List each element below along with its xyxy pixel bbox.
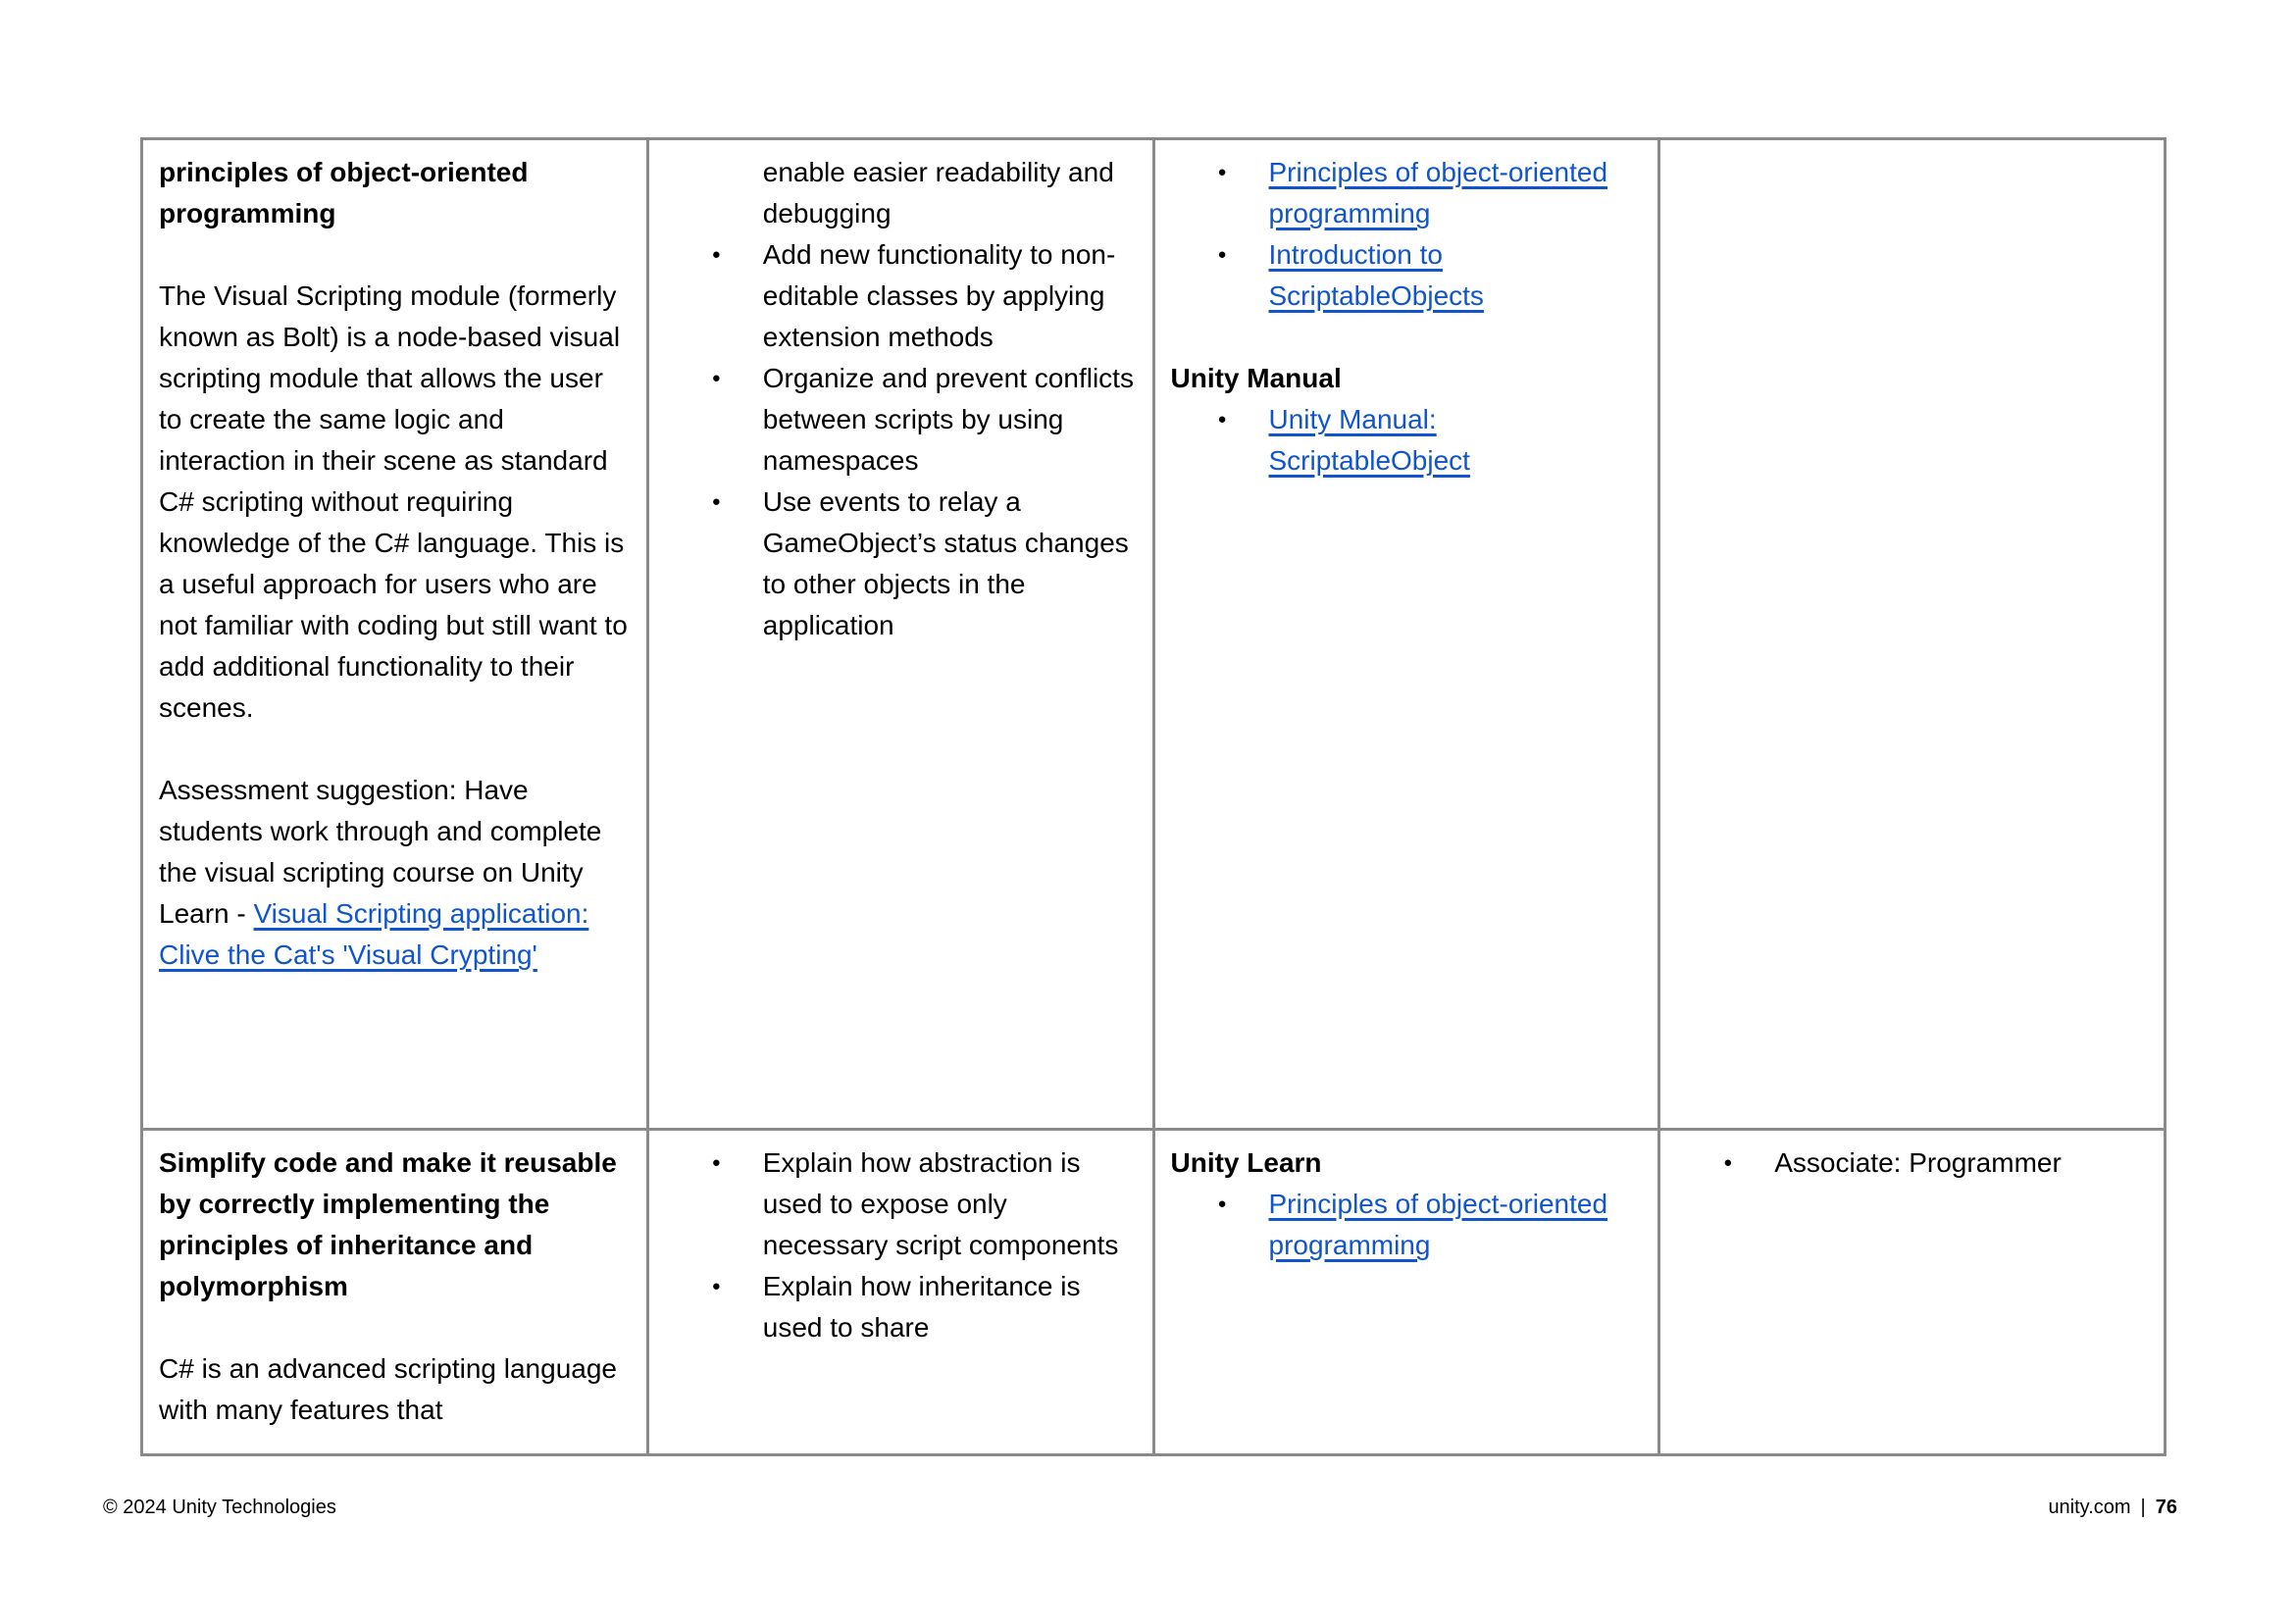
bullet-marker: ● bbox=[1217, 411, 1227, 428]
bullet-marker: ● bbox=[1723, 1154, 1733, 1171]
list-item bbox=[1171, 1184, 1643, 1266]
objective-continuation: enable easier readability and debugging bbox=[762, 157, 1114, 228]
curriculum-table bbox=[140, 137, 2167, 1456]
bullet-marker: ● bbox=[711, 246, 721, 263]
resource-link-manual-scriptableobject[interactable]: Unity Manual: ScriptableObject bbox=[1268, 404, 1470, 476]
list-item-text: Use events to relay a GameObject’s status changes to other objects in the application bbox=[762, 486, 1129, 640]
cell-objectives bbox=[647, 139, 1153, 1130]
list-item bbox=[1171, 152, 1643, 234]
cell-topic-description bbox=[142, 139, 648, 1130]
cell-resources bbox=[1153, 1130, 1659, 1455]
bullet-marker: ● bbox=[711, 1278, 721, 1294]
resource-link-oop-principles[interactable]: Principles of object-oriented programming bbox=[1268, 1189, 1608, 1260]
list-item bbox=[665, 358, 1137, 482]
list-item-text: Add new functionality to non-editable classes by applying extension methods bbox=[762, 239, 1116, 352]
table-row bbox=[142, 139, 2166, 1130]
assessment-text: Assessment suggestion: Have students work through and complete the visual scripting course on Unity Learn - bbox=[159, 775, 602, 929]
footer-copyright: © 2024 Unity Technologies bbox=[103, 1497, 336, 1518]
cell-resources bbox=[1153, 139, 1659, 1130]
list-item-text: Explain how inheritance is used to share bbox=[762, 1271, 1081, 1343]
resource-link-scriptableobjects-intro[interactable]: Introduction to ScriptableObjects bbox=[1268, 239, 1484, 311]
bullet-marker: ● bbox=[1217, 164, 1227, 180]
cell-certification-empty bbox=[1659, 139, 2166, 1130]
resource-link-oop-principles[interactable]: Principles of object-oriented programming bbox=[1268, 157, 1608, 228]
table-row bbox=[142, 1130, 2166, 1455]
list-item-text: Explain how abstraction is used to expose only necessary script components bbox=[762, 1147, 1119, 1260]
bullet-marker: ● bbox=[711, 370, 721, 386]
resource-group-heading: Unity Learn bbox=[1170, 1147, 1322, 1178]
certification-text: Associate: Programmer bbox=[1774, 1147, 2062, 1178]
topic-paragraph: C# is an advanced scripting language with many features that bbox=[159, 1353, 617, 1425]
list-item bbox=[1171, 234, 1643, 317]
list-item bbox=[1171, 399, 1643, 482]
topic-heading: Simplify code and make it reusable by correctly implementing the principles of inheritance and polymorphism bbox=[159, 1147, 617, 1301]
assessment-paragraph bbox=[159, 770, 631, 976]
bullet-marker: ● bbox=[711, 1154, 721, 1171]
bullet-marker: ● bbox=[711, 493, 721, 510]
list-item bbox=[665, 234, 1137, 358]
footer-domain: unity.com bbox=[2048, 1497, 2131, 1518]
visual-scripting-course-link[interactable]: Visual Scripting application: Clive the Cat's 'Visual Crypting' bbox=[159, 898, 589, 970]
cell-objectives bbox=[647, 1130, 1153, 1455]
footer-site-info bbox=[2048, 1495, 2177, 1520]
topic-heading: principles of object-oriented programming bbox=[159, 157, 529, 228]
topic-paragraph: The Visual Scripting module (formerly known as Bolt) is a node-based visual scripting module that allows the user to create the same logic and interaction in their scene as standard C# scripting without requiring knowledge of the C# language. This is a useful approach for users who are not familiar with coding but still want to add additional functionality to their scenes. bbox=[159, 280, 628, 723]
list-item bbox=[665, 482, 1137, 646]
list-item bbox=[1676, 1142, 2148, 1184]
list-item-text: Organize and prevent conflicts between scripts by using namespaces bbox=[762, 363, 1134, 476]
page-number: 76 bbox=[2155, 1497, 2177, 1518]
cell-certification bbox=[1659, 1130, 2166, 1455]
bullet-marker: ● bbox=[1217, 246, 1227, 263]
resource-group-heading: Unity Manual bbox=[1170, 363, 1342, 393]
bullet-marker: ● bbox=[1217, 1195, 1227, 1212]
footer-separator: | bbox=[2140, 1497, 2146, 1518]
cell-topic-description bbox=[142, 1130, 648, 1455]
list-item bbox=[665, 1142, 1137, 1266]
list-item bbox=[665, 1266, 1137, 1348]
